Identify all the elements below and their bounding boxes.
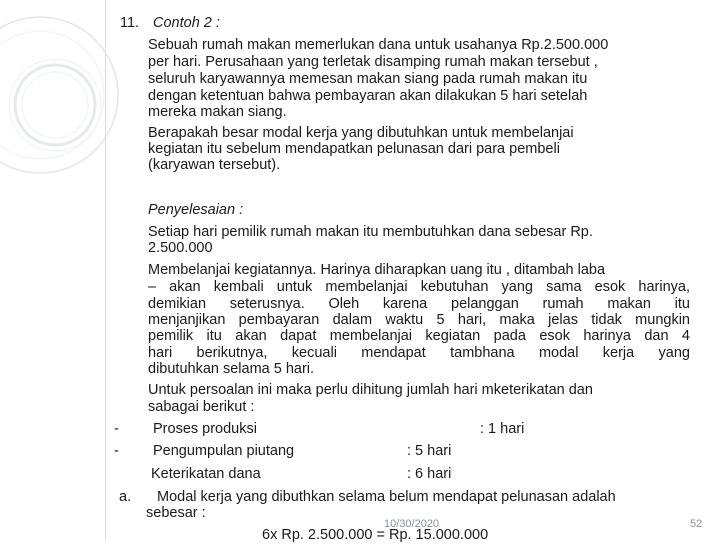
problem-line: seluruh karyawannya memesan makan siang pada rumah makan itu (148, 71, 588, 87)
calc-line: Untuk persoalan ini maka perlu dihitung jumlah hari mketerikatan dan (148, 382, 593, 398)
calc-line: sabagai berikut : (148, 399, 255, 415)
solution-title: Penyelesaian : (148, 202, 244, 218)
problem-line: dengan ketentuan bahwa pembayaran akan dilakukan 5 hari setelah (148, 88, 588, 104)
solution-para-line: menjanjikan pembayaran dalam waktu 5 hari, maka jelas tidak mungkin (148, 312, 690, 328)
heading-title: Contoh 2 : (153, 15, 220, 31)
part-a-line: Modal kerja yang dibuthkan selama belum mendapat pelunasan adalah (157, 489, 616, 505)
question-line: Berapakah besar modal kerja yang dibutuhkan untuk membelanjai (148, 125, 574, 141)
problem-line: Sebuah rumah makan memerlukan dana untuk usahanya Rp.2.500.000 (148, 37, 609, 53)
solution-para-line: demikian seterusnya. Oleh karena pelanggan rumah makan itu (148, 296, 690, 312)
page-number: 52 (690, 518, 703, 530)
solution-para-line: pemilik itu akan dapat membelanjai kegiatan pada esok harinya dan 4 (148, 328, 690, 344)
heading-number: 11. (120, 15, 140, 31)
part-a-formula: 6x Rp. 2.500.000 = Rp. 15.000.000 (262, 527, 489, 543)
problem-line: mereka makan siang. (148, 104, 287, 120)
list-item-value: : 5 hari (407, 443, 452, 459)
solution-para-line: Membelanjai kegiatannya. Harinya diharapkan uang itu , ditambah laba (148, 262, 606, 278)
solution-intro-line: Setiap hari pemilik rumah makan itu membutuhkan dana sebesar Rp. (148, 224, 593, 240)
question-line: kegiatan itu sebelum mendapatkan pelunasan dari para pembeli (148, 141, 560, 157)
solution-para-line: hari berikutnya, kecuali mendapat tambhana modal kerja yang (148, 345, 690, 361)
list-bullet: - (114, 443, 119, 459)
list-bullet: - (114, 421, 119, 437)
part-a-line: sebesar : (146, 505, 206, 521)
problem-line: per hari. Perusahaan yang terletak disamping rumah makan tersebut , (148, 54, 598, 70)
footer-date: 10/30/2020 (384, 518, 440, 530)
solution-para-line: – akan kembali untuk membelanjai kebutuhan yang sama esok harinya, (148, 279, 690, 295)
left-divider (105, 0, 106, 540)
part-a-marker: a. (119, 489, 132, 505)
list-item-label: Proses produksi (153, 421, 257, 437)
list-item-value: : 6 hari (407, 466, 452, 482)
list-item-value: : 1 hari (480, 421, 525, 437)
list-item-label: Pengumpulan piutang (153, 443, 295, 459)
solution-intro-line: 2.500.000 (148, 240, 213, 256)
question-line: (karyawan tersebut). (148, 157, 281, 173)
list-item-label: Keterikatan dana (151, 466, 261, 482)
solution-para-line: dibutuhkan selama 5 hari. (148, 361, 315, 377)
